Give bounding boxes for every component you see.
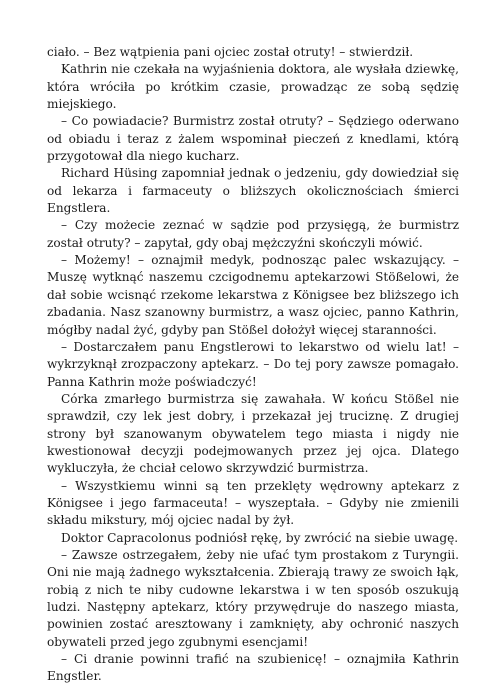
paragraph-continuation: ciało. – Bez wątpienia pani ojciec został otruty! – stwierdził. [47,45,414,59]
body-text [47,44,459,686]
paragraph: Richard Hüsing zapomniał jednak o jedzeniu, gdy dowiedział się od lekarza i farmaceuty o bliższych okolicznościach śmierci Engstlera. [47,166,459,216]
paragraph: – Zawsze ostrzegałem, żeby nie ufać tym prostakom z Turyngii. Oni nie mają żadnego wykształcenia. Zbierają trawy ze swoich łąk, robią z nich te niby cudowne lekarstwa i w ten sposób oszukują ludzi. Następny aptekarz, który przywędruje do naszego miasta, powinien zostać aresztowany i zamknięty, aby ochronić naszych obywateli przed jego zgubnymi esencjami! [47,547,459,649]
paragraph: – Czy możecie zeznać w sądzie pod przysięgą, że burmistrz został otruty? – zapytał, gdy obaj mężczyźni skończyli mówić. [47,218,459,250]
paragraph: Kathrin nie czekała na wyjaśnienia doktora, ale wysłała dziewkę, która wróciła po krótkim czasie, prowadząc ze sobą sędzię miejskiego. [47,62,459,112]
paragraph: – Dostarczałem panu Engstlerowi to lekarstwo od wielu lat! – wykrzyknął zrozpaczony aptekarz. – Do tej pory zawsze pomagało. Panna Kathrin może poświadczyć! [47,339,459,389]
paragraph: – Możemy! – oznajmił medyk, podnosząc palec wskazujący. – Muszę wytknąć naszemu czcigodnemu aptekarzowi Stößelowi, że dał sobie wcisnąć rzekome lekarstwa z Königsee bez bliższego ich zbadania. Nasz szanowny burmistrz, a wasz ojciec, panno Kathrin, mógłby nadal żyć, gdyby pan Stößel dołożył więcej staranności. [47,253,459,337]
paragraph: – Wszystkiemu winni są ten przeklęty wędrowny aptekarz z Königsee i jego farmaceuta! – wyszeptała. – Gdyby nie zmienili składu mikstury, mój ojciec nadal by żył. [47,478,459,528]
paragraph: – Ci dranie powinni trafić na szubienicę! – oznajmiła Kathrin Engstler. [47,652,459,684]
paragraph: Doktor Capracolonus podniósł rękę, by zwrócić na siebie uwagę. [61,530,459,545]
paragraph: Córka zmarłego burmistrza się zawahała. W końcu Stößel nie sprawdził, czy lek jest dobry, i przekazał jej truciznę. Z drugiej strony był szanowanym obywatelem tego miasta i nigdy nie kwestionował decyzji podejmowanych przez jej ojca. Dlatego wykluczyła, że chciał celowo skrzywdzić burmistrza. [47,391,459,476]
paragraph: – Co powiadacie? Burmistrz został otruty? – Sędziego oderwano od obiadu i teraz z żalem wspominał pieczeń z knedlami, którą przygotował dla niego kucharz. [47,114,459,164]
